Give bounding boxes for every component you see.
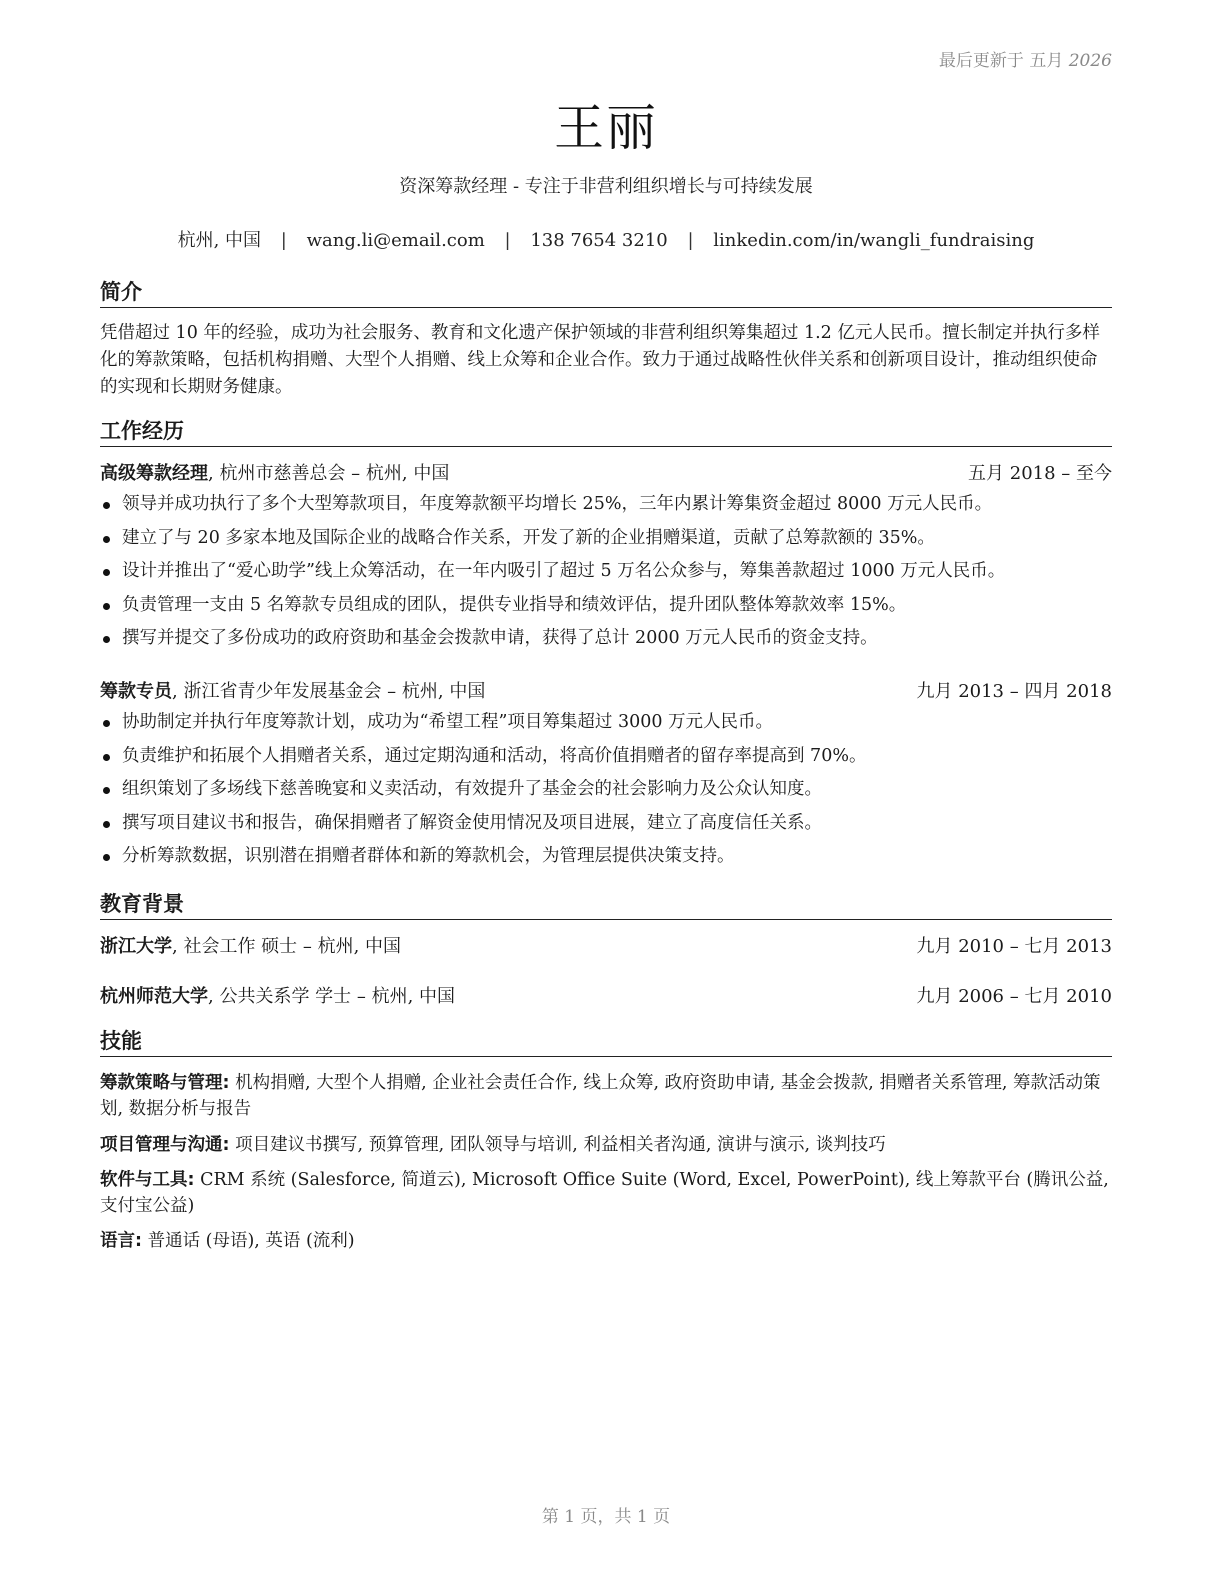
section-title-summary: 简介 bbox=[100, 278, 1112, 308]
section-title-skills: 技能 bbox=[100, 1027, 1112, 1057]
contact-phone[interactable]: 138 7654 3210 bbox=[530, 230, 668, 251]
education-dates: 九月 2006 – 七月 2010 bbox=[916, 986, 1112, 1007]
skill-label: 筹款策略与管理: bbox=[100, 1073, 230, 1093]
section-title-experience: 工作经历 bbox=[100, 417, 1112, 447]
section-title-education: 教育背景 bbox=[100, 890, 1112, 920]
degree-detail: , 社会工作 硕士 – 杭州, 中国 bbox=[172, 936, 402, 957]
contact-separator: | bbox=[687, 230, 694, 251]
skill-label: 软件与工具: bbox=[100, 1170, 195, 1190]
education-entry bbox=[100, 934, 1112, 960]
job-org: , 杭州市慈善总会 – 杭州, 中国 bbox=[208, 463, 450, 484]
list-item: 分析筹款数据，识别潜在捐赠者群体和新的筹款机会，为管理层提供决策支持。 bbox=[100, 840, 1112, 874]
list-item: 负责维护和拓展个人捐赠者关系，通过定期沟通和活动，将高价值捐赠者的留存率提高到 70%。 bbox=[100, 740, 1112, 774]
job-role: 高级筹款经理 bbox=[100, 463, 208, 484]
last-updated bbox=[939, 46, 1112, 71]
skill-row bbox=[100, 1132, 1120, 1158]
headline: 资深筹款经理 - 专注于非营利组织增长与可持续发展 bbox=[399, 176, 813, 197]
school-name: 浙江大学 bbox=[100, 936, 172, 957]
skill-value: 项目建议书撰写, 预算管理, 团队领导与培训, 利益相关者沟通, 演讲与演示, 谈判技巧 bbox=[229, 1135, 886, 1155]
resume-page bbox=[100, 0, 1112, 1584]
job-dates: 五月 2018 – 至今 bbox=[968, 463, 1112, 484]
contact-separator: | bbox=[504, 230, 511, 251]
list-item: 建立了与 20 多家本地及国际企业的战略合作关系，开发了新的企业捐赠渠道，贡献了总筹款额的 35%。 bbox=[100, 522, 1112, 556]
list-item: 负责管理一支由 5 名筹款专员组成的团队，提供专业指导和绩效评估，提升团队整体筹款效率 15%。 bbox=[100, 589, 1112, 623]
skill-row bbox=[100, 1070, 1120, 1122]
degree-detail: , 公共关系学 学士 – 杭州, 中国 bbox=[208, 986, 456, 1007]
last-updated-label: 最后更新于 五月 bbox=[938, 51, 1064, 71]
job-dates: 九月 2013 – 四月 2018 bbox=[916, 681, 1112, 702]
job-role: 筹款专员 bbox=[100, 681, 172, 702]
skill-value: 机构捐赠, 大型个人捐赠, 企业社会责任合作, 线上众筹, 政府资助申请, 基金会拨款, 捐赠者关系管理, 筹款活动策划, 数据分析与报告 bbox=[100, 1073, 1101, 1119]
school-name: 杭州师范大学 bbox=[100, 986, 208, 1007]
job-header bbox=[100, 461, 1112, 487]
job-org: , 浙江省青少年发展基金会 – 杭州, 中国 bbox=[172, 681, 486, 702]
list-item: 撰写项目建议书和报告，确保捐赠者了解资金使用情况及项目进展，建立了高度信任关系。 bbox=[100, 807, 1112, 841]
skill-row bbox=[100, 1167, 1120, 1219]
contact-email[interactable]: wang.li@email.com bbox=[306, 230, 485, 251]
contact-location: 杭州, 中国 bbox=[177, 230, 262, 251]
skill-value: CRM 系统 (Salesforce, 简道云), Microsoft Office Suite (Word, Excel, PowerPoint), 线上筹款平台 (腾讯公益, 支付宝公益) bbox=[100, 1170, 1109, 1216]
page-number: 第 1 页，共 1 页 bbox=[541, 1507, 671, 1527]
list-item: 撰写并提交了多份成功的政府资助和基金会拨款申请，获得了总计 2000 万元人民币的资金支持。 bbox=[100, 622, 1112, 656]
list-item: 设计并推出了“爱心助学”线上众筹活动，在一年内吸引了超过 5 万名公众参与，筹集善款超过 1000 万元人民币。 bbox=[100, 555, 1112, 589]
last-updated-year: 2026 bbox=[1068, 51, 1112, 71]
skill-label: 语言: bbox=[100, 1231, 142, 1251]
contact-linkedin[interactable]: linkedin.com/in/wangli_fundraising bbox=[713, 230, 1035, 251]
list-item: 领导并成功执行了多个大型筹款项目，年度筹款额平均增长 25%，三年内累计筹集资金超过 8000 万元人民币。 bbox=[100, 488, 1112, 522]
job-bullets bbox=[100, 706, 1112, 874]
education-dates: 九月 2010 – 七月 2013 bbox=[916, 936, 1112, 957]
skill-label: 项目管理与沟通: bbox=[100, 1135, 230, 1155]
skill-value: 普通话 (母语), 英语 (流利) bbox=[142, 1231, 355, 1251]
list-item: 协助制定并执行年度筹款计划，成功为“希望工程”项目筹集超过 3000 万元人民币。 bbox=[100, 706, 1112, 740]
job-header bbox=[100, 679, 1112, 705]
candidate-name: 王丽 bbox=[554, 99, 658, 157]
job-bullets bbox=[100, 488, 1112, 656]
contact-line bbox=[100, 226, 1112, 252]
contact-separator: | bbox=[280, 230, 287, 251]
education-entry bbox=[100, 984, 1112, 1010]
summary-text: 凭借超过 10 年的经验，成功为社会服务、教育和文化遗产保护领域的非营利组织筹集超过 1.2 亿元人民币。擅长制定并执行多样化的筹款策略，包括机构捐赠、大型个人捐赠、线上众筹和企业合作。致力于通过战略性伙伴关系和创新项目设计，推动组织使命的实现和长期财务健康。 bbox=[100, 323, 1100, 397]
list-item: 组织策划了多场线下慈善晚宴和义卖活动，有效提升了基金会的社会影响力及公众认知度。 bbox=[100, 773, 1112, 807]
skill-row bbox=[100, 1228, 1120, 1254]
